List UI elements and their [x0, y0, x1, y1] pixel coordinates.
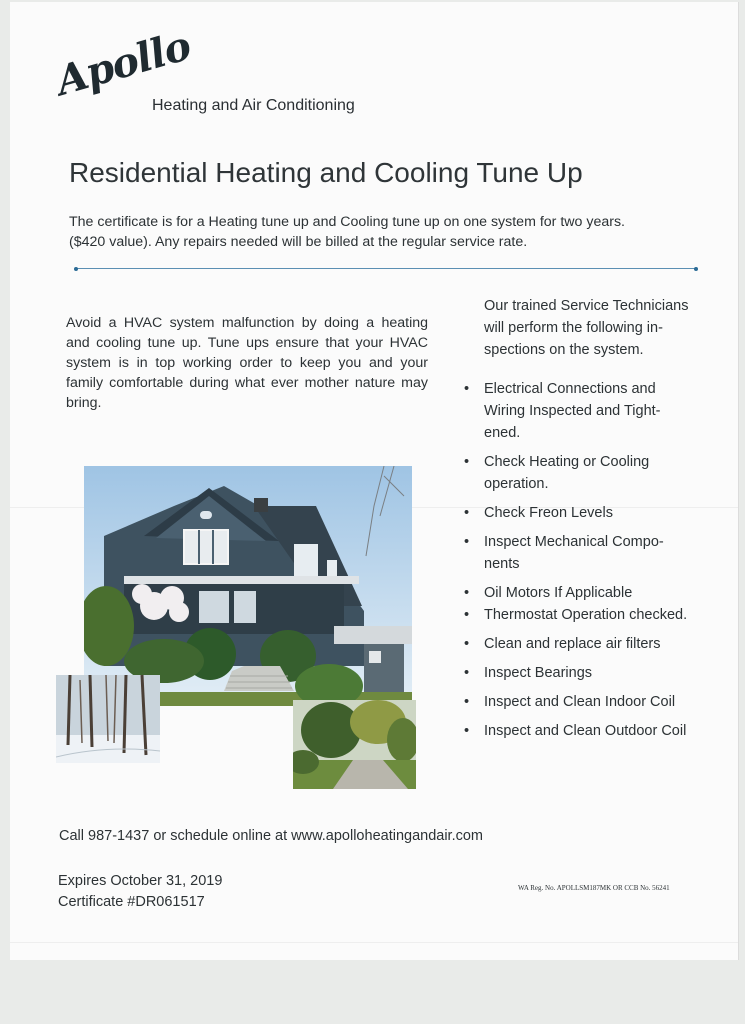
bullet-icon: • [464, 505, 470, 521]
list-item: • Inspect Bearings [464, 662, 694, 684]
paper-bottom-line [10, 942, 738, 943]
list-item: • Inspect and Clean Outdoor Coil [464, 720, 694, 742]
intro-line-1: The certificate is for a Heating tune up and Cooling tune up on one system for two years. [69, 214, 625, 230]
bullet-icon: • [464, 381, 470, 397]
bullet-icon: • [464, 607, 470, 623]
apollo-logo-script: Apollo [51, 22, 196, 105]
logo-subtitle: Heating and Air Conditioning [152, 97, 355, 114]
call-to-action: Call 987-1437 or schedule online at www.apolloheatingandair.com [59, 828, 483, 844]
list-item: • Oil Motors If Applicable [464, 582, 694, 604]
intro-line-2: ($420 value). Any repairs needed will be billed at the regular service rate. [69, 234, 528, 250]
bullet-icon: • [464, 665, 470, 681]
certificate-number: Certificate #DR061517 [58, 894, 205, 910]
list-item: • Check Heating or Cooling operation. [464, 451, 694, 495]
list-item: • Clean and replace air filters [464, 633, 694, 655]
bullet-icon: • [464, 636, 470, 652]
bullet-icon: • [464, 454, 470, 470]
list-item: • Check Freon Levels [464, 502, 694, 524]
inspection-checklist [464, 378, 694, 749]
intro-text [69, 212, 699, 252]
left-paragraph: Avoid a HVAC system malfunction by doing a heating and cooling tune up. Tune ups ensure that your HVAC system is in top working order to keep you and your family comfortable during what ever mother nature may bring. [66, 315, 428, 411]
list-item: • Inspect and Clean Indoor Coil [464, 691, 694, 713]
list-item: • Electrical Connections and Wiring Inspected and Tight-ened. [464, 378, 694, 444]
expires-date: Expires October 31, 2019 [58, 873, 223, 889]
list-item: • Thermostat Operation checked. [464, 604, 694, 626]
technicians-intro: Our trained Service Technicians will perform the following in-spections on the system. [484, 298, 689, 358]
list-item: • Inspect Mechanical Compo-nents [464, 531, 694, 575]
expiration-block [58, 871, 222, 913]
bullet-icon: • [464, 534, 470, 550]
winter-trees-photo [56, 675, 160, 763]
registration-numbers: WA Reg. No. APOLLSM187MK OR CCB No. 56241 [518, 884, 670, 892]
house-photo [84, 466, 412, 706]
bullet-icon: • [464, 694, 470, 710]
page-title: Residential Heating and Cooling Tune Up [69, 157, 583, 188]
garden-path-photo [293, 700, 416, 789]
bullet-icon: • [464, 585, 470, 601]
bullet-icon: • [464, 723, 470, 739]
divider-rule [76, 268, 696, 269]
